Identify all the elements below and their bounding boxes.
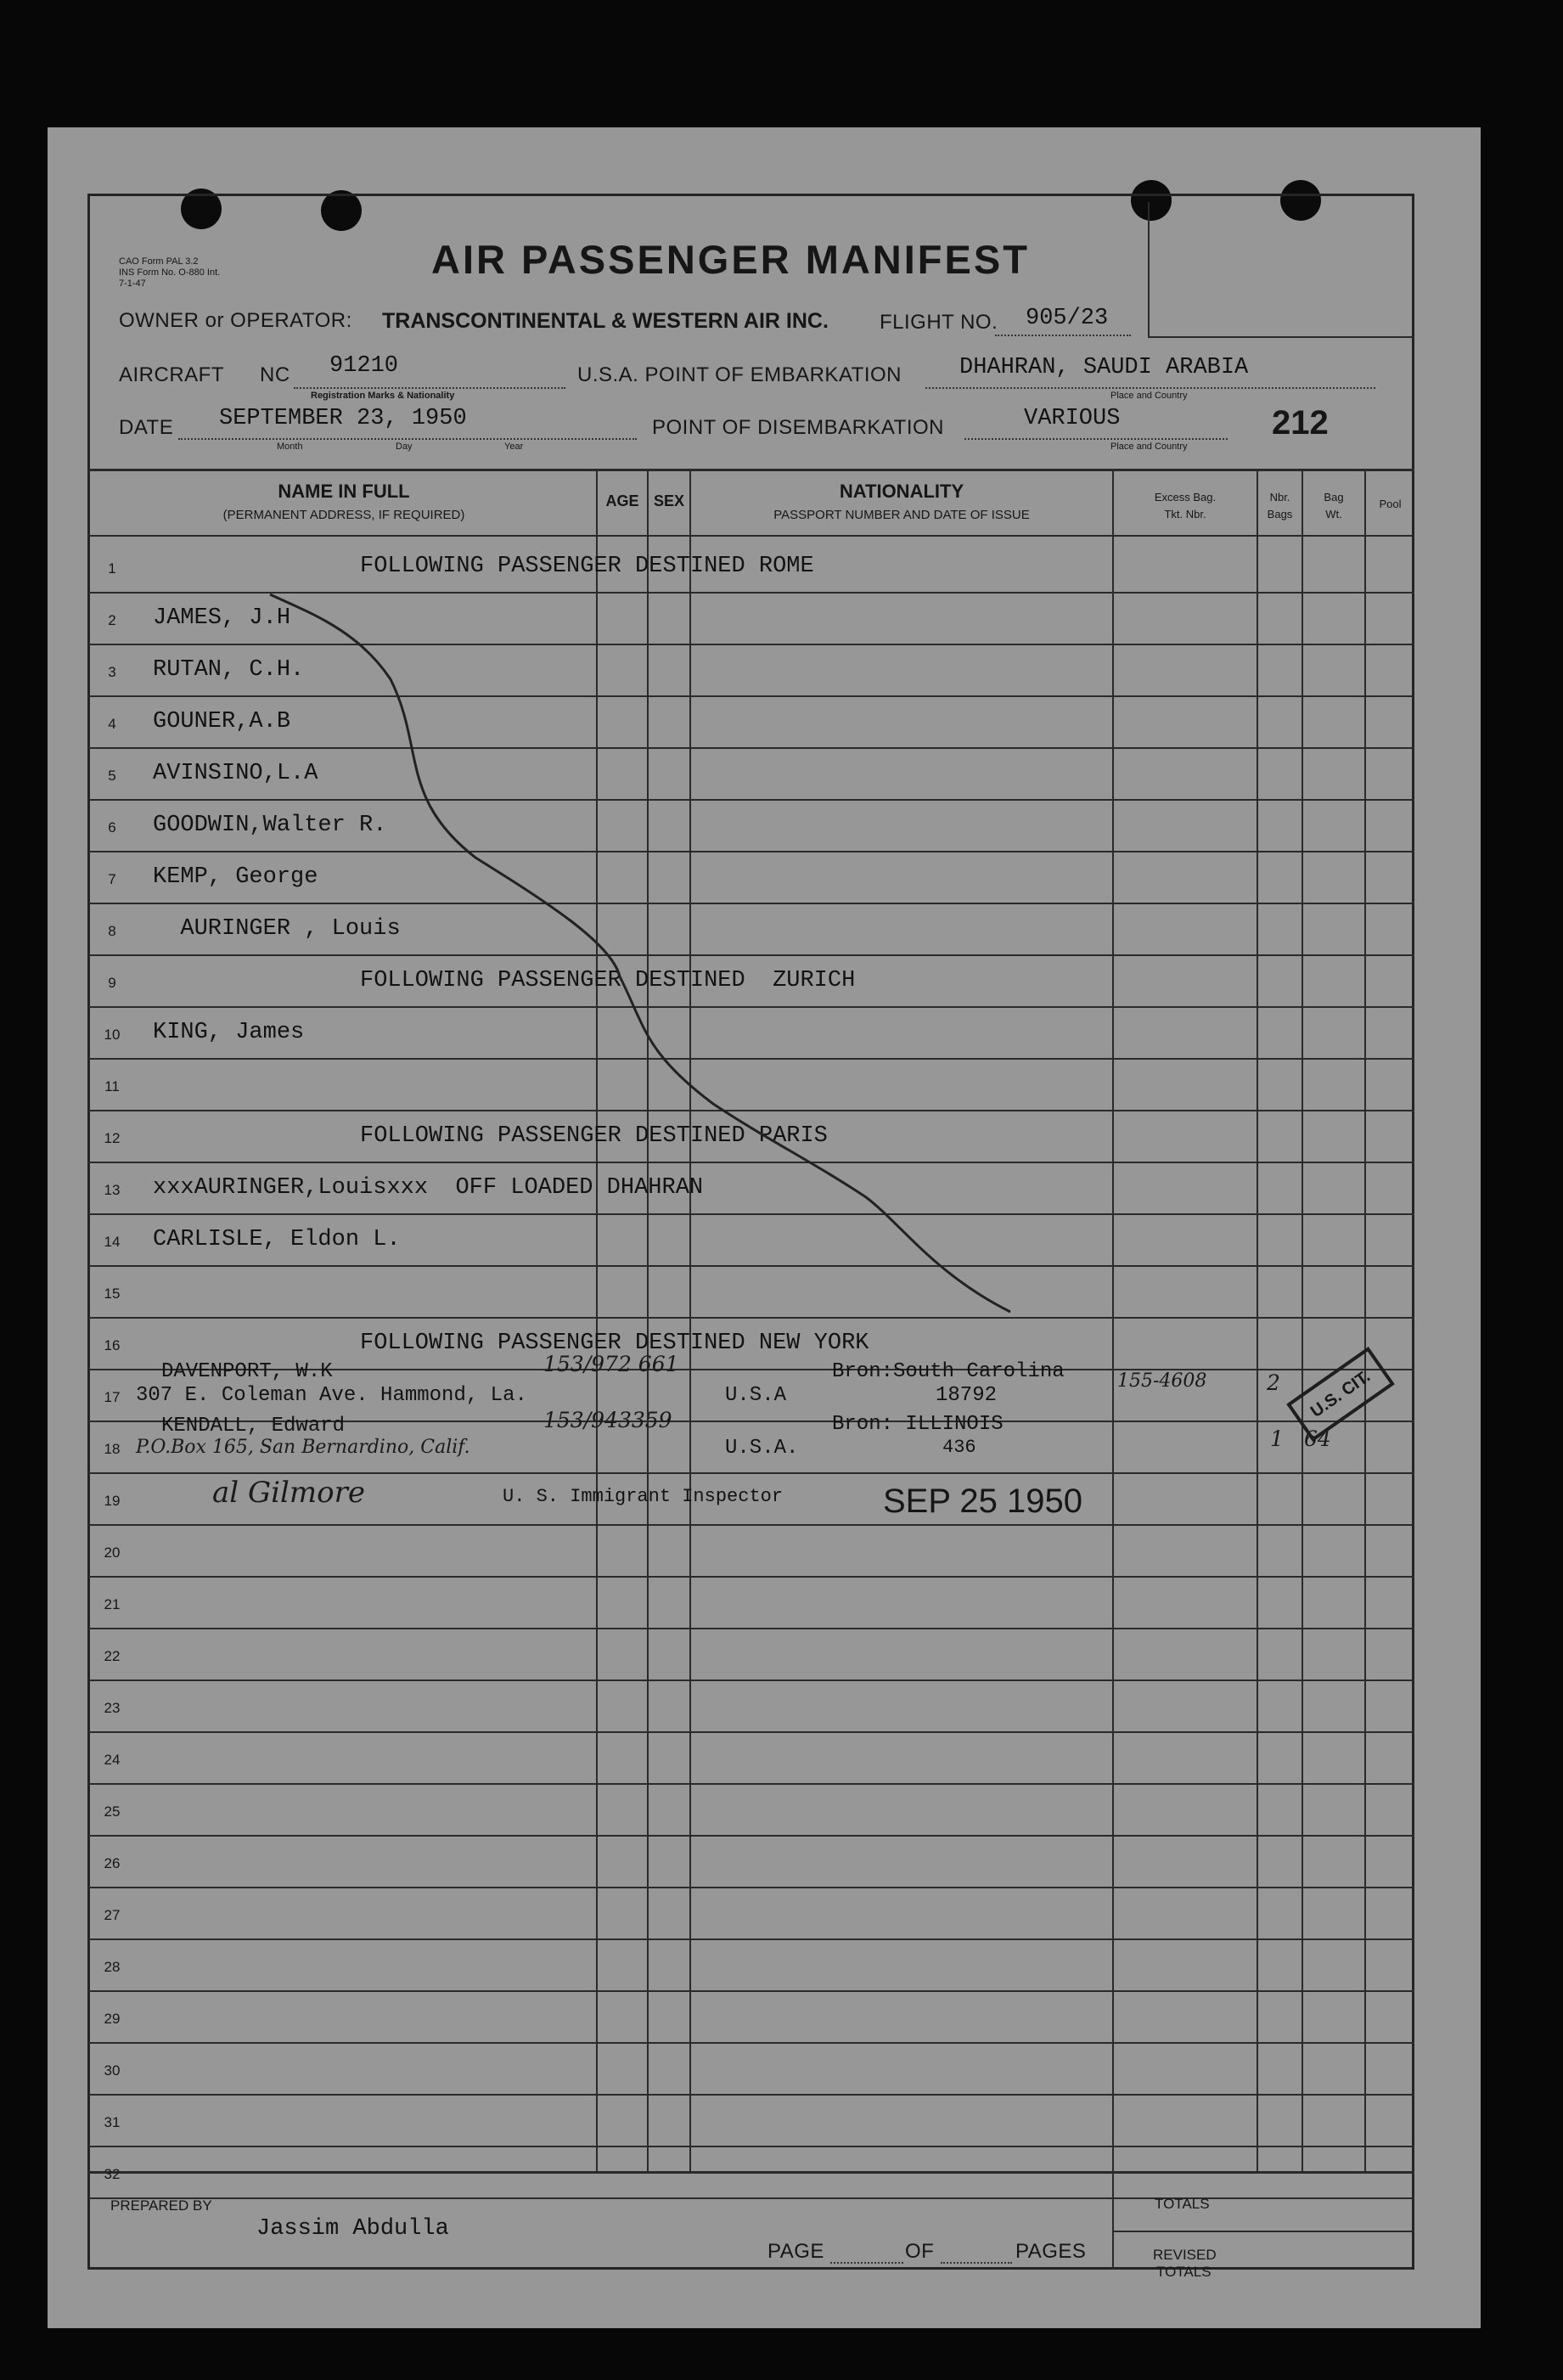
- totals-label: TOTALS: [1155, 2196, 1210, 2212]
- owner-value: TRANSCONTINENTAL & WESTERN AIR INC.: [382, 309, 829, 333]
- row-number: 15: [104, 1286, 121, 1302]
- aircraft-value: 91210: [329, 353, 399, 379]
- ny-p2-bags: 1: [1270, 1426, 1284, 1451]
- col-name-sub: (PERMANENT ADDRESS, IF REQUIRED): [222, 508, 465, 522]
- disembark-value: VARIOUS: [1024, 406, 1121, 431]
- row-number: 2: [108, 612, 116, 628]
- ny-p1-born-num: 18792: [936, 1384, 998, 1407]
- row-number: 7: [108, 871, 116, 887]
- aircraft-no-label: NC: [260, 363, 290, 386]
- embark-value: DHAHRAN, SAUDI ARABIA: [959, 355, 1249, 380]
- col-pool-header: Pool: [1379, 498, 1402, 510]
- col-nationality-header: NATIONALITY: [839, 481, 964, 502]
- owner-label: OWNER or OPERATOR:: [119, 309, 352, 332]
- destination-heading: FOLLOWING PASSENGER DESTINED ZURICH: [360, 968, 856, 993]
- row-number: 24: [104, 1752, 121, 1768]
- col-sex-header: SEX: [653, 492, 685, 509]
- page-title: AIR PASSENGER MANIFEST: [431, 237, 1030, 282]
- row-number: 13: [104, 1182, 121, 1198]
- flight-label: FLIGHT NO.: [880, 311, 998, 334]
- col-name-header: NAME IN FULL: [278, 481, 410, 502]
- row-number: 29: [104, 2011, 121, 2027]
- ny-p2-name: KENDALL, Edward: [161, 1415, 346, 1438]
- prepared-value: Jassim Abdulla: [256, 2216, 449, 2242]
- ny-p2-nationality: U.S.A.: [725, 1437, 799, 1460]
- passenger-name: AVINSINO,L.A: [153, 761, 318, 786]
- row-number: 3: [108, 664, 116, 680]
- passenger-name: xxxAURINGER,Louisxxx OFF LOADED DHAHRAN: [153, 1175, 704, 1201]
- page-number: 212: [1272, 404, 1329, 442]
- embark-label: U.S.A. POINT OF EMBARKATION: [577, 363, 902, 386]
- passenger-name: CARLISLE, Eldon L.: [153, 1227, 401, 1252]
- row-number: 16: [104, 1337, 121, 1353]
- date-caption-year: Year: [504, 442, 524, 452]
- ny-p2-weight: 64: [1304, 1426, 1331, 1451]
- row-number: 32: [104, 2166, 121, 2182]
- destination-heading: FOLLOWING PASSENGER DESTINED PARIS: [360, 1123, 828, 1149]
- row-number: 26: [104, 1855, 121, 1871]
- inspection-date-stamp: SEP 25 1950: [883, 1483, 1083, 1520]
- passenger-name: GOODWIN,Walter R.: [153, 813, 387, 838]
- passenger-name: JAMES, J.H: [153, 605, 291, 631]
- col-bags-sub: Bags: [1267, 508, 1293, 520]
- date-label: DATE: [119, 416, 174, 439]
- passenger-name: KING, James: [153, 1020, 305, 1045]
- row-number: 9: [108, 975, 116, 991]
- ny-p1-born: Bron:South Carolina: [832, 1360, 1065, 1383]
- ny-p1-bags: 2: [1267, 1370, 1280, 1395]
- passenger-name: RUTAN, C.H.: [153, 657, 305, 683]
- row-number: 21: [104, 1596, 121, 1612]
- row-number: 19: [104, 1493, 121, 1509]
- ny-p2-born-num: 436: [942, 1437, 976, 1458]
- revised-label: REVISED: [1153, 2247, 1217, 2263]
- passenger-name: KEMP, George: [153, 864, 318, 890]
- disembark-caption: Place and Country: [1110, 442, 1188, 452]
- row-number: 17: [104, 1389, 121, 1405]
- col-bags-header: Nbr.: [1269, 491, 1290, 504]
- ny-p1-address: 307 E. Coleman Ave. Hammond, La.: [136, 1384, 527, 1407]
- row-number: 8: [108, 923, 116, 939]
- row-number: 20: [104, 1544, 121, 1561]
- revised-totals-label: TOTALS: [1156, 2264, 1212, 2280]
- col-excess-header: Excess Bag.: [1154, 491, 1217, 504]
- ny-p1-nationality: U.S.A: [725, 1384, 787, 1407]
- passenger-name: GOUNER,A.B: [153, 709, 291, 734]
- pages-label: PAGES: [1015, 2240, 1087, 2263]
- row-number: 14: [104, 1234, 121, 1250]
- col-wt-header: Bag: [1324, 491, 1344, 504]
- row-number: 12: [104, 1130, 121, 1146]
- row-number: 5: [108, 768, 116, 784]
- row-number: 18: [104, 1441, 121, 1457]
- ny-p1-passport: 153/972 661: [543, 1352, 679, 1376]
- row-number: 11: [104, 1078, 120, 1094]
- us-citizen-stamp: U.S. CIT.: [1286, 1347, 1395, 1442]
- row-number: 6: [108, 819, 116, 836]
- form-code-2: INS Form No. O-880 Int.: [119, 267, 221, 278]
- embark-caption: Place and Country: [1110, 391, 1188, 401]
- aircraft-caption: Registration Marks & Nationality: [311, 391, 455, 401]
- row-number: 30: [104, 2062, 121, 2079]
- ny-p2-address: P.O.Box 165, San Bernardino, Calif.: [136, 1437, 470, 1458]
- page-label: PAGE: [767, 2240, 824, 2263]
- of-label: OF: [905, 2240, 935, 2263]
- date-value: SEPTEMBER 23, 1950: [219, 406, 467, 431]
- date-caption-day: Day: [396, 442, 413, 452]
- row-number: 27: [104, 1907, 121, 1923]
- row-number: 4: [108, 716, 116, 732]
- row-number: 1: [108, 560, 116, 577]
- inspector-signature: al Gilmore: [212, 1476, 365, 1510]
- form-code-1: CAO Form PAL 3.2: [119, 256, 199, 267]
- ny-p1-excess: 155-4608: [1117, 1370, 1207, 1392]
- row-number: 31: [104, 2114, 121, 2130]
- inspector-label: U. S. Immigrant Inspector: [503, 1486, 784, 1507]
- ny-p1-name: DAVENPORT, W.K: [161, 1360, 333, 1383]
- row-number: 22: [104, 1648, 121, 1664]
- passenger-name: AURINGER , Louis: [153, 916, 401, 942]
- form-code-3: 7-1-47: [119, 279, 146, 289]
- col-excess-sub: Tkt. Nbr.: [1164, 508, 1206, 520]
- destination-heading: FOLLOWING PASSENGER DESTINED NEW YORK: [360, 1331, 869, 1356]
- date-caption-month: Month: [277, 442, 303, 452]
- ny-p2-born: Bron: ILLINOIS: [832, 1413, 1004, 1436]
- prepared-label: PREPARED BY: [110, 2197, 212, 2214]
- col-age-header: AGE: [605, 492, 639, 509]
- aircraft-label: AIRCRAFT: [119, 363, 224, 386]
- disembark-label: POINT OF DISEMBARKATION: [652, 416, 944, 439]
- col-nationality-sub: PASSPORT NUMBER AND DATE OF ISSUE: [773, 508, 1030, 522]
- ny-p2-passport: 153/943359: [543, 1408, 672, 1432]
- col-wt-sub: Wt.: [1325, 508, 1342, 520]
- row-number: 25: [104, 1803, 121, 1820]
- row-number: 10: [104, 1027, 121, 1043]
- row-number: 23: [104, 1700, 121, 1716]
- row-number: 28: [104, 1959, 121, 1975]
- flight-value: 905/23: [1026, 306, 1109, 331]
- destination-heading: FOLLOWING PASSENGER DESTINED ROME: [360, 554, 814, 579]
